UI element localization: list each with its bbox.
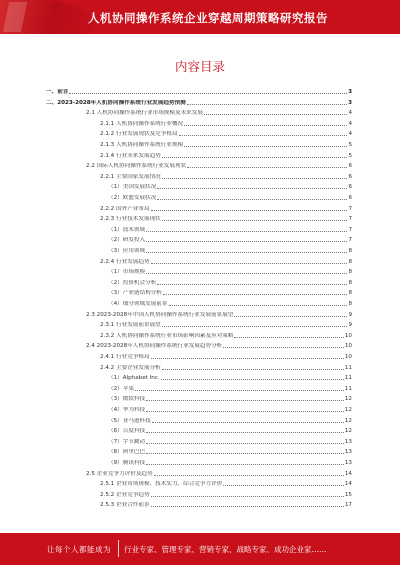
toc-entry[interactable]	[108, 394, 352, 403]
toc-entry-title: 一、前言	[46, 89, 69, 95]
toc-entry[interactable]	[46, 98, 352, 107]
toc-entry[interactable]	[100, 500, 352, 509]
toc-dot-leader	[146, 453, 344, 454]
toc-entry-title: （2）欧盟发展状况	[108, 195, 157, 201]
toc-entry[interactable]	[100, 331, 352, 340]
toc-entry[interactable]	[108, 416, 352, 425]
toc-entry[interactable]	[100, 204, 352, 213]
toc-entry-page: 12	[344, 428, 352, 435]
toc-entry-title: （4）华为科技	[108, 407, 146, 413]
toc-entry[interactable]	[108, 437, 352, 446]
toc-entry-title: 2.1.1 人机协同操作系统行业概况	[100, 120, 184, 127]
toc-entry-page: 6	[348, 195, 352, 201]
toc-entry[interactable]	[100, 352, 352, 361]
toc-entry-page: 8	[348, 290, 352, 297]
toc-entry[interactable]	[100, 151, 352, 160]
toc-entry-page: 8	[348, 258, 352, 265]
toc-dot-leader	[179, 135, 348, 136]
toc-dot-leader	[151, 210, 348, 211]
toc-dot-leader	[135, 390, 344, 391]
toc-entry[interactable]	[108, 278, 352, 287]
toc-entry-page: 8	[348, 301, 352, 307]
toc-entry-title: （2）投资机会分析	[108, 279, 157, 286]
toc-entry-title: 2.1.3 人机协同操作系统行业规模	[100, 142, 184, 148]
toc-dot-leader	[152, 422, 344, 423]
toc-entry-page: 13	[344, 449, 352, 456]
toc-entry-title: 2.3.2 人机协同操作系统行业市场影响因素及应对策略	[100, 332, 234, 339]
toc-entry[interactable]	[108, 225, 352, 234]
toc-entry-page: 7	[348, 237, 352, 244]
toc-entry-page: 12	[344, 407, 352, 413]
toc-entry-page: 7	[348, 205, 352, 212]
toc-entry-page: 14	[344, 470, 352, 477]
toc-entry-title: 2.4 2023-2028年人机协同操作系统行业发展趋势分析	[86, 343, 223, 350]
toc-entry-title: （8）阿里巴巴	[108, 449, 146, 456]
toc-dot-leader	[151, 496, 344, 497]
toc-entry-title: （1）技术领域	[108, 226, 146, 233]
toc-dot-leader	[162, 369, 344, 370]
toc-entry-page: 4	[348, 120, 352, 127]
toc-dot-leader	[162, 157, 348, 158]
toc-dot-leader	[146, 464, 344, 465]
toc-dot-leader	[234, 316, 347, 317]
toc-dot-leader	[69, 93, 347, 94]
toc-dot-leader	[157, 284, 347, 285]
toc-entry[interactable]	[108, 299, 352, 308]
toc-entry[interactable]	[108, 458, 352, 467]
toc-dot-leader	[146, 443, 344, 444]
toc-entry-page: 8	[348, 248, 352, 254]
toc-dot-leader	[162, 178, 348, 179]
toc-entry-title: （4）细分领域发展前景	[108, 301, 168, 307]
toc-entry[interactable]	[100, 479, 352, 488]
toc-entry-title: 2.2.1 主要国家发展情况	[100, 173, 161, 180]
toc-entry-title: 2.5.2 企业竞争趋势	[100, 491, 150, 498]
toc-entry[interactable]	[86, 161, 352, 170]
toc-entry-page: 13	[344, 460, 352, 466]
toc-entry-title: 二、2023-2028年人机协同操作系统行业发展趋势预测	[46, 99, 186, 106]
toc-dot-leader	[146, 400, 344, 401]
toc-entry-page: 9	[348, 311, 352, 318]
toc-dot-leader	[151, 358, 344, 359]
toc-entry-title: （1）Alphabet Inc.	[108, 375, 160, 382]
toc-dot-leader	[157, 199, 347, 200]
toc-dot-leader	[151, 263, 348, 264]
toc-entry[interactable]	[100, 363, 352, 372]
toc-entry-title: 2.2 国际人机协同操作系统行业发展现状	[86, 163, 187, 170]
toc-entry-title: 2.3 2023-2028年中国人机协同操作系统行业发展前景展望	[86, 311, 234, 318]
toc-entry-title: （3）应用领域	[108, 248, 146, 254]
toc-dot-leader	[223, 485, 344, 486]
toc-entry[interactable]	[100, 490, 352, 499]
footer-divider	[118, 540, 119, 557]
toc-entry[interactable]	[100, 214, 352, 223]
toc-entry[interactable]	[100, 257, 352, 266]
toc-entry-title: 2.1.2 行业发展现状及竞争格局	[100, 131, 178, 138]
toc-entry-title: 2.5 企业竞争力评价及趋势	[86, 470, 153, 477]
toc-entry-page: 12	[344, 396, 352, 403]
toc-entry[interactable]	[108, 193, 352, 202]
toc-entry-page: 5	[348, 152, 352, 159]
toc-entry-page: 6	[348, 163, 352, 170]
footer-roles: 行业专家、管理专家、营销专家、战略专家、成功企业家……	[124, 545, 327, 554]
toc-entry[interactable]	[108, 405, 352, 414]
toc-dot-leader	[162, 326, 348, 327]
toc-entry-page: 8	[348, 279, 352, 286]
toc-entry-page: 6	[348, 184, 352, 191]
toc-dot-leader	[184, 146, 347, 147]
footer-slogan: 让每个人都能成为	[47, 545, 111, 554]
toc-entry-title: 2.2.2 国外产业布局	[100, 205, 150, 212]
toc-entry-title: 2.1 人机协同操作系统行业市场规模及未来发展	[86, 110, 203, 117]
toc-entry[interactable]	[108, 267, 352, 276]
toc-entry-title: （9）腾讯科技	[108, 460, 146, 466]
toc-entry-page: 12	[344, 417, 352, 424]
toc-entry-title: 2.2.4 行业发展趋势	[100, 258, 150, 265]
toc-dot-leader	[146, 231, 347, 232]
toc-entry[interactable]	[100, 140, 352, 149]
toc-dot-leader	[163, 294, 348, 295]
toc-dot-leader	[157, 188, 347, 189]
toc-entry[interactable]	[86, 310, 352, 319]
toc-dot-leader	[146, 273, 347, 274]
report-title: 人机协同操作系统企业穿越周期策略研究报告	[88, 11, 328, 25]
toc-entry-title: （1）市场规模	[108, 269, 146, 276]
toc-entry[interactable]	[108, 384, 352, 393]
toc-dot-leader	[187, 167, 347, 168]
toc-entry-title: （6）百度科技	[108, 428, 146, 435]
toc-entry-page: 9	[348, 322, 352, 329]
toc-entry-title: （2）研发投入	[108, 237, 146, 244]
toc-entry[interactable]	[86, 469, 352, 478]
toc-dot-leader	[151, 506, 344, 507]
toc-dot-leader	[162, 220, 348, 221]
toc-dot-leader	[169, 305, 348, 306]
toc-entry-title: （3）产业链结构分析	[108, 290, 162, 297]
toc-entry-title: 2.5.1 企业市场规模、技术实力、综合竞争力评价	[100, 481, 223, 488]
toc-dot-leader	[234, 337, 343, 338]
toc-entry[interactable]	[100, 129, 352, 138]
toc-entry-page: 3	[348, 89, 352, 95]
toc-entry[interactable]	[100, 119, 352, 128]
toc-entry-page: 11	[344, 375, 352, 382]
toc-entry-title: （5）亚马逊科技	[108, 417, 151, 424]
toc-entry-page: 5	[348, 142, 352, 148]
toc-dot-leader	[204, 114, 347, 115]
toc-entry-page: 3	[348, 99, 352, 106]
header-banner	[0, 0, 400, 34]
toc-entry-title: （7）字节跳动	[108, 438, 146, 445]
toc-entry-page: 14	[344, 481, 352, 488]
toc-dot-leader	[184, 125, 347, 126]
footer-banner	[0, 533, 400, 565]
toc-dot-leader	[146, 252, 347, 253]
toc-entry-title: 2.2.3 行业技术发展现状	[100, 216, 161, 223]
toc-entry-title: 2.3.1 行业发展前景展望	[100, 322, 161, 329]
toc-entry-page: 4	[348, 131, 352, 138]
toc-entry-title: （2）苹果	[108, 385, 134, 392]
toc-entry-page: 7	[348, 216, 352, 223]
toc-dot-leader	[187, 104, 347, 105]
toc-entry[interactable]	[100, 172, 352, 181]
toc-entry[interactable]	[100, 320, 352, 329]
toc-entry-page: 10	[344, 343, 352, 350]
toc-entry[interactable]	[108, 426, 352, 435]
toc-entry-title: （1）美国发展状况	[108, 184, 157, 191]
toc-entry[interactable]	[108, 447, 352, 456]
toc-dot-leader	[223, 347, 344, 348]
toc-entry-page: 11	[344, 385, 352, 392]
toc-entry-title: 2.4.1 行业竞争格局	[100, 354, 150, 360]
toc-dot-leader	[146, 432, 344, 433]
toc-entry-page: 11	[344, 364, 352, 371]
toc-entry-title: （3）微软科技	[108, 396, 146, 403]
toc-entry[interactable]	[108, 246, 352, 255]
toc-entry-page: 8	[348, 269, 352, 276]
toc-entry[interactable]	[108, 373, 352, 382]
toc-entry-page: 15	[344, 491, 352, 498]
toc-entry-title: 2.1.4 行业未来发展趋势	[100, 152, 161, 159]
toc-entry-title: 2.4.2 主要企业发展分析	[100, 364, 161, 371]
toc-entry-page: 10	[344, 332, 352, 339]
toc-entry-page: 10	[344, 354, 352, 360]
toc-entry-page: 7	[348, 226, 352, 233]
toc-entry[interactable]	[108, 235, 352, 244]
toc-entry-page: 6	[348, 173, 352, 180]
toc-dot-leader	[154, 475, 344, 476]
toc-entry-page: 17	[344, 502, 352, 509]
toc-entry[interactable]	[108, 182, 352, 191]
toc-heading: 内容目录	[174, 59, 225, 74]
toc-entry-title: 2.5.3 企业合作前景	[100, 502, 150, 509]
toc-entry-page: 13	[344, 438, 352, 445]
toc-entry[interactable]	[46, 87, 352, 96]
toc-dot-leader	[146, 411, 344, 412]
toc-dot-leader	[146, 241, 347, 242]
toc-entry[interactable]	[86, 341, 352, 350]
toc-dot-leader	[161, 379, 344, 380]
toc-entry-page: 4	[348, 110, 352, 117]
toc-entry[interactable]	[108, 288, 352, 297]
toc-entry[interactable]	[86, 108, 352, 117]
